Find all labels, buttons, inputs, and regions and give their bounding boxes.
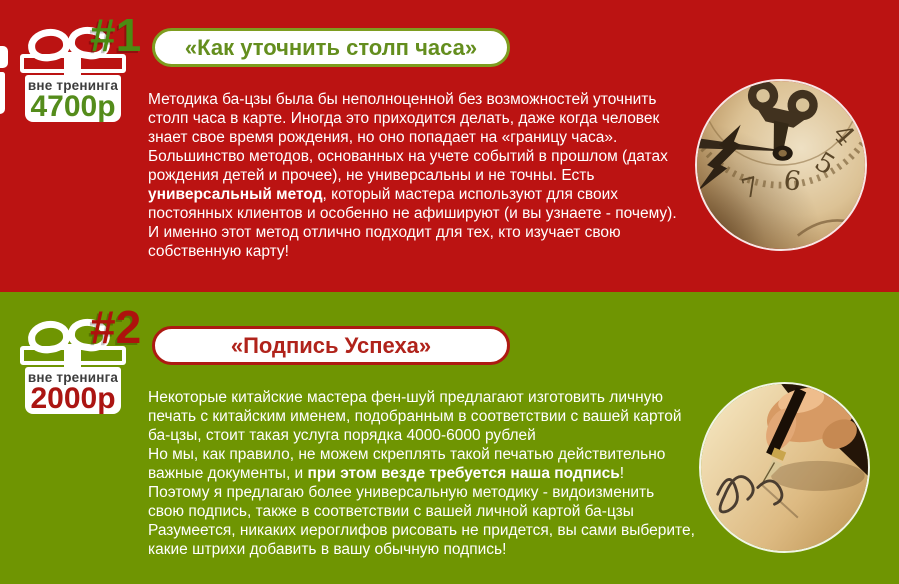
body-line: рождения детей и прочее), не универсальны и не точны. Есть bbox=[148, 167, 595, 184]
svg-text:7: 7 bbox=[738, 171, 763, 206]
gift-price-box bbox=[25, 367, 121, 414]
svg-text:5: 5 bbox=[809, 146, 841, 182]
body-line: Разумеется, никаких иероглифов рисовать не придется, вы сами выберите, bbox=[148, 522, 695, 539]
body-line: Но мы, как правило, не можем скреплять такой печатью действительно bbox=[148, 446, 666, 463]
bonus-title-pill[interactable]: «Подпись Успеха» bbox=[152, 326, 510, 365]
gift-price-box bbox=[25, 75, 121, 122]
price-note: вне тренинга bbox=[27, 370, 119, 385]
body-line: важные документы, и при этом везде требуется наша подпись! bbox=[148, 465, 625, 482]
bonus-title-pill[interactable]: «Как уточнить столп часа» bbox=[152, 28, 510, 67]
body-line: И именно этот метод отлично подходит для тех, кто изучает свою bbox=[148, 224, 621, 241]
clock-with-winding-key-illustration bbox=[697, 81, 865, 249]
bonus-description bbox=[148, 90, 713, 261]
body-line: постоянных клиентов и особенно не афишируют (и вы узнаете - почему). bbox=[148, 205, 677, 222]
cutoff-gift-fragment bbox=[0, 46, 8, 68]
body-line: какие штрихи добавить в вашу обычную подпись! bbox=[148, 541, 507, 558]
price-value: 2000р bbox=[30, 382, 116, 415]
body-line: универсальный метод, который мастера используют для своих bbox=[148, 186, 618, 203]
body-line: Поэтому я предлагаю более универсальную методику - видоизменить bbox=[148, 484, 655, 501]
cutoff-gift-fragment bbox=[0, 72, 5, 114]
body-line: свою подпись, также в соответствии с вашей личной картой ба-цзы bbox=[148, 503, 634, 520]
body-line: ба-цзы, стоит такая услуга порядка 4000-6000 рублей bbox=[148, 427, 536, 444]
hand-writing-with-fountain-pen-illustration bbox=[701, 384, 868, 551]
gift-ribbon bbox=[64, 52, 81, 75]
gift-ribbon bbox=[64, 344, 81, 367]
bonus-description bbox=[148, 388, 713, 559]
body-line: печать с китайским именем, подобранным в соответствии с вашей картой bbox=[148, 408, 682, 425]
price-value: 4700р bbox=[30, 90, 116, 123]
svg-text:6: 6 bbox=[781, 164, 803, 198]
bonus-section-2 bbox=[0, 292, 899, 584]
bonus-number-badge: #2 bbox=[90, 301, 142, 353]
bonus-number-badge: #1 bbox=[90, 9, 142, 61]
body-line: Методика ба-цзы была бы неполноценной без возможностей уточнить bbox=[148, 91, 657, 108]
body-line: Большинство методов, основанных на учете событий в прошлом (датах bbox=[148, 148, 668, 165]
body-line: Некоторые китайские мастера фен-шуй предлагают изготовить личную bbox=[148, 389, 664, 406]
body-line: собственную карту! bbox=[148, 243, 289, 260]
clock-photo bbox=[695, 79, 867, 251]
signature-photo bbox=[699, 382, 870, 553]
body-line: знает свое время рождения, но оно попадает на «границу часа». bbox=[148, 129, 618, 146]
svg-text:4: 4 bbox=[826, 118, 861, 153]
body-line: столп часа в карте. Иногда это приходится делать, даже когда человек bbox=[148, 110, 660, 127]
price-note: вне тренинга bbox=[27, 78, 119, 93]
